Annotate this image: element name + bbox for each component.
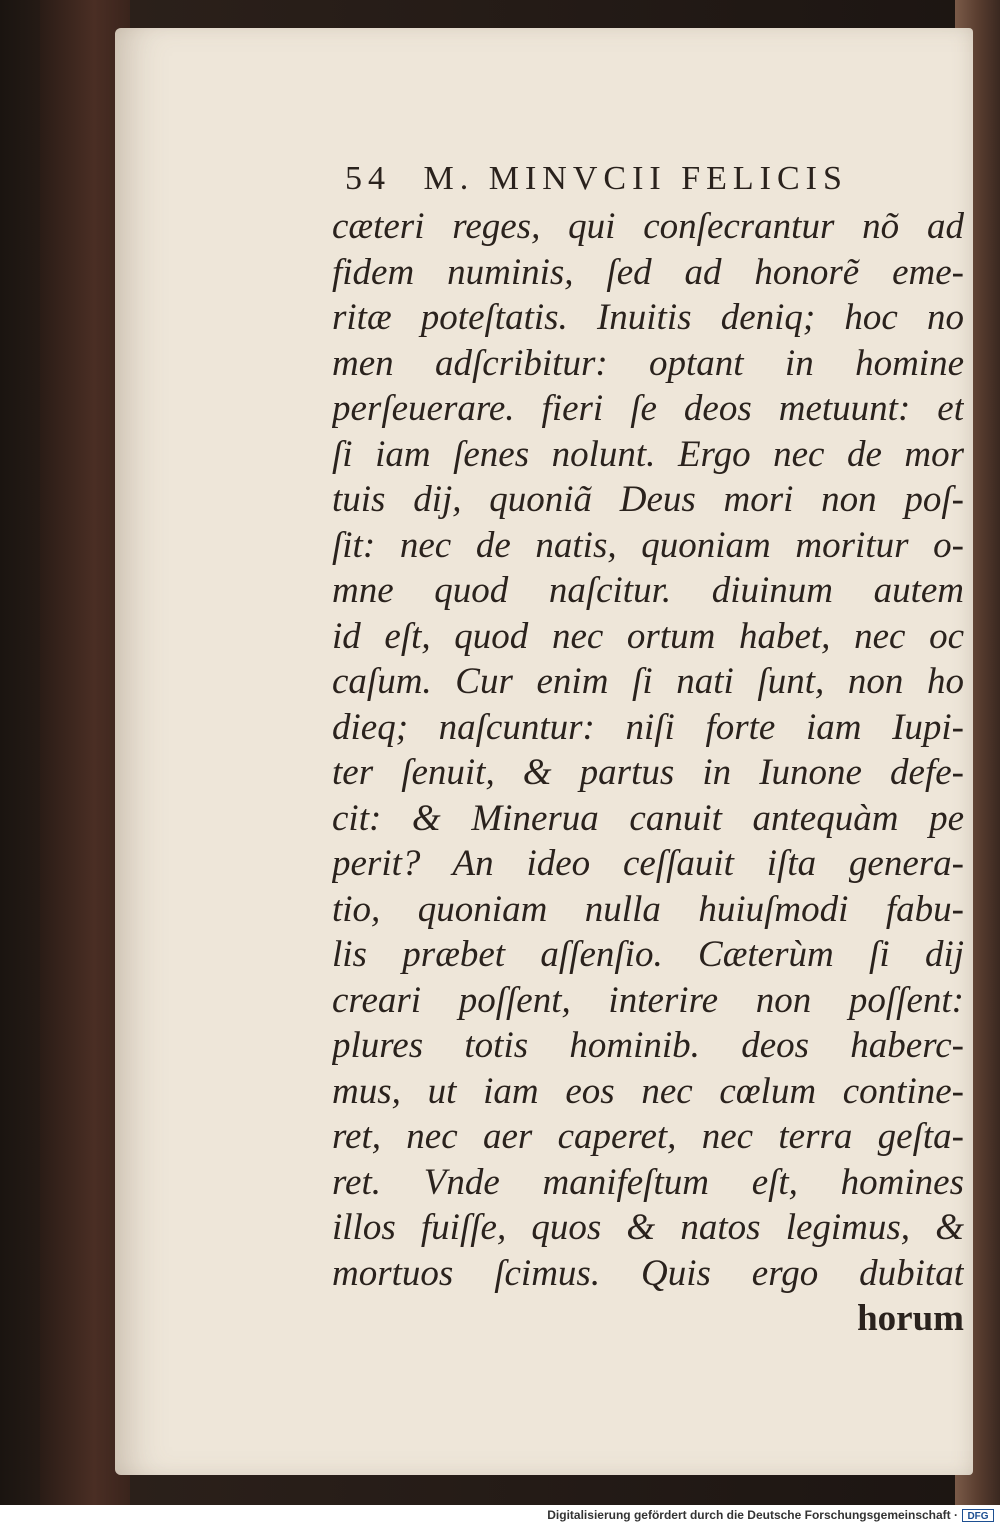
running-head-title: M. MINVCII FELICIS xyxy=(423,160,848,197)
text-line: tio, quoniam nulla huiuſmodi fabu- xyxy=(332,888,964,930)
funding-credit: Digitalisierung gefördert durch die Deutsche Forschungsgemeinschaft · xyxy=(547,1508,958,1522)
text-line: ret. Vnde manifeſtum eſt, homines xyxy=(332,1161,964,1203)
dfg-logo-icon: DFG xyxy=(962,1509,994,1522)
page-number: 54 xyxy=(345,160,391,197)
text-line: cit: & Minerua canuit antequàm pe xyxy=(332,797,964,839)
text-line: mortuos ſcimus. Quis ergo dubitat xyxy=(332,1252,964,1294)
text-line: fidem numinis, ſed ad honorẽ eme- xyxy=(332,251,964,293)
text-line: lis præbet aſſenſio. Cæterùm ſi dij xyxy=(332,934,964,975)
text-line: men adſcribitur: optant in homine xyxy=(332,342,964,384)
text-line: ret, nec aer caperet, nec terra geſta- xyxy=(332,1116,964,1157)
text-line: ſit: nec de natis, quoniam moritur o- xyxy=(332,524,964,566)
text-line: mne quod naſcitur. diuinum autem xyxy=(332,570,964,611)
text-line: plures totis hominib. deos haberc- xyxy=(332,1025,964,1066)
text-line: mus, ut iam eos nec cœlum contine- xyxy=(332,1070,964,1112)
text-line: id eſt, quod nec ortum habet, nec oc xyxy=(332,615,964,657)
running-header xyxy=(345,160,945,206)
text-line: creari poſſent, interire non poſſent: xyxy=(332,979,964,1021)
text-line: ritæ poteſtatis. Inuitis deniq; hoc no xyxy=(332,297,964,338)
text-line: caſum. Cur enim ſi nati ſunt, non ho xyxy=(332,661,964,702)
text-line: perit? An ideo ceſſauit iſta genera- xyxy=(332,843,964,884)
text-line: ter ſenuit, & partus in Iunone defe- xyxy=(332,752,964,793)
text-line: illos fuiſſe, quos & natos legimus, & xyxy=(332,1207,964,1248)
text-line: dieq; naſcuntur: niſi forte iam Iupi- xyxy=(332,706,964,748)
text-line: tuis dij, quoniã Deus mori non poſ- xyxy=(332,479,964,520)
text-line: cæteri reges, qui conſecrantur nõ ad xyxy=(332,206,964,247)
text-line: ſi iam ſenes nolunt. Ergo nec de mor xyxy=(332,433,964,475)
footer-bar xyxy=(0,1505,1000,1526)
page-text-block xyxy=(332,204,964,1342)
text-line: perſeuerare. fieri ſe deos metuunt: et xyxy=(332,388,964,429)
catchword: horum xyxy=(857,1298,964,1339)
